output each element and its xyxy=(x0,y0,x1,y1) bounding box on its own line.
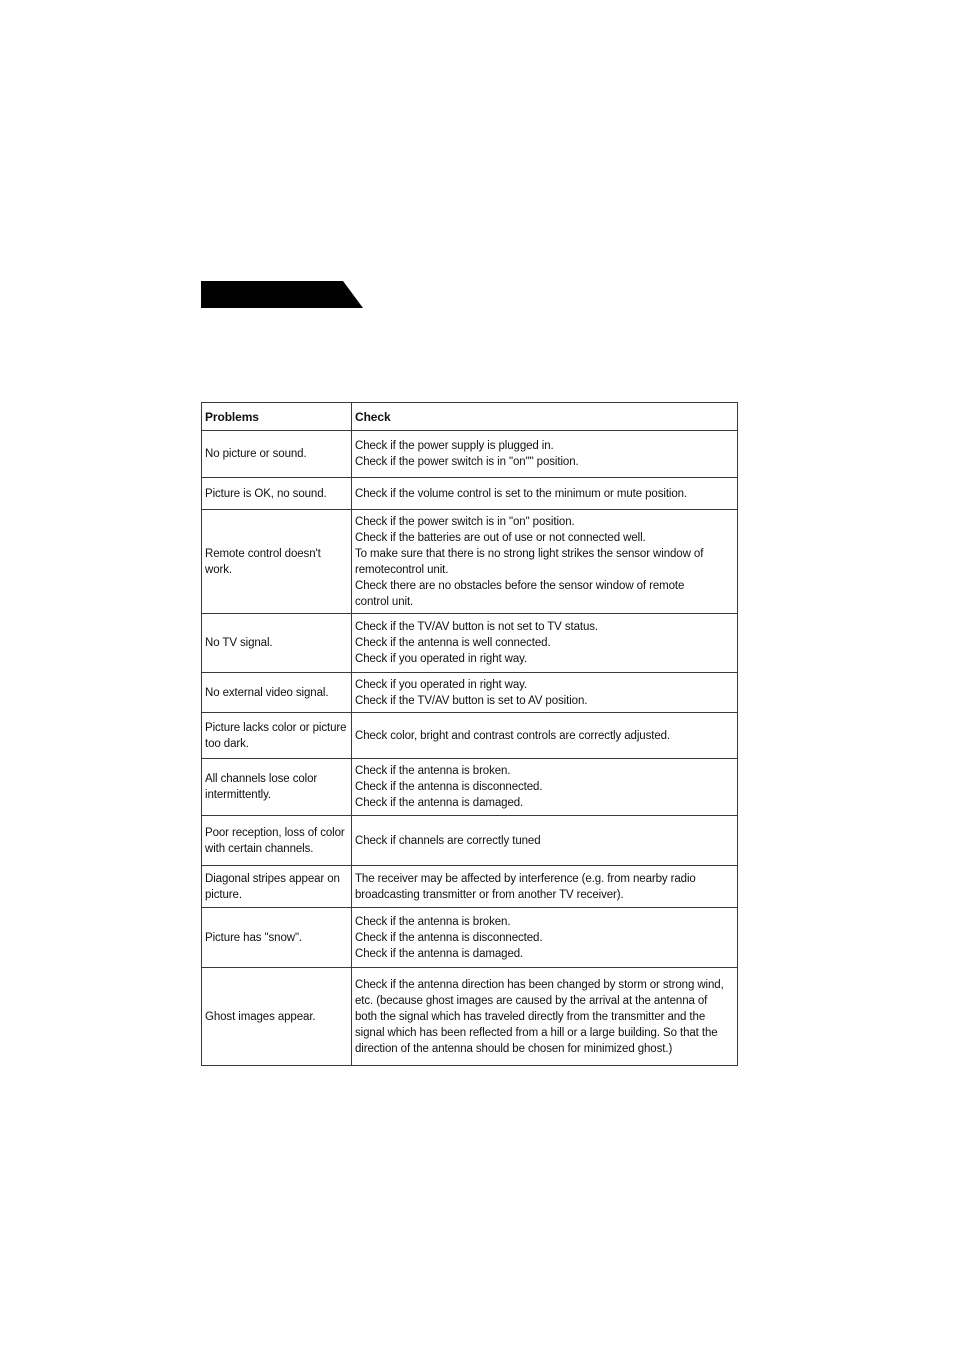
problem-line: Poor reception, loss of color xyxy=(205,826,345,839)
problem-cell xyxy=(202,908,352,968)
problem-line: Remote control doesn't xyxy=(205,547,321,560)
check-line: Check if the antenna is damaged. xyxy=(355,947,524,960)
section-tab-shape xyxy=(201,281,363,308)
check-line: etc. (because ghost images are caused by the arrival at the antenna of xyxy=(355,994,708,1007)
problem-cell xyxy=(202,759,352,816)
problem-line: No external video signal. xyxy=(205,686,329,699)
problem-cell xyxy=(202,510,352,614)
check-cell xyxy=(352,614,738,673)
check-line: signal which has been reflected from a hill or a large building. So that the xyxy=(355,1026,718,1039)
problem-line: Diagonal stripes appear on xyxy=(205,872,340,885)
problem-line: Picture is OK, no sound. xyxy=(205,487,327,500)
problem-cell xyxy=(202,673,352,713)
problem-line: Ghost images appear. xyxy=(205,1010,316,1023)
problem-cell xyxy=(202,431,352,478)
table-row xyxy=(202,816,738,866)
check-line: To make sure that there is no strong light strikes the sensor window of xyxy=(355,547,704,560)
check-line: broadcasting transmitter or from another TV receiver). xyxy=(355,888,624,901)
check-line: both the signal which has traveled directly from the transmitter and the xyxy=(355,1010,706,1023)
header-problems: Problems xyxy=(202,403,352,431)
problem-cell xyxy=(202,968,352,1066)
check-cell xyxy=(352,816,738,866)
problem-line: No TV signal. xyxy=(205,637,273,649)
check-line: remotecontrol unit. xyxy=(355,563,449,576)
section-header-tab xyxy=(201,281,363,308)
check-line: Check if the antenna is broken. xyxy=(355,915,511,928)
check-line: The receiver may be affected by interference (e.g. from nearby radio xyxy=(355,872,696,885)
check-line: Check if you operated in right way. xyxy=(355,678,528,691)
check-line: Check if the TV/AV button is set to AV position. xyxy=(355,694,588,707)
problem-line: Picture has "snow". xyxy=(205,931,303,944)
check-line: Check if the antenna direction has been changed by storm or strong wind, xyxy=(355,978,724,991)
check-line: Check if the TV/AV button is not set to TV status. xyxy=(355,621,599,633)
table-row xyxy=(202,713,738,759)
check-line: Check if channels are correctly tuned xyxy=(355,834,541,847)
check-line: Check if the power supply is plugged in. xyxy=(355,440,554,452)
check-cell xyxy=(352,431,738,478)
problem-line: too dark. xyxy=(205,737,249,750)
table-row xyxy=(202,759,738,816)
check-cell xyxy=(352,478,738,510)
table-row xyxy=(202,968,738,1066)
check-line: Check color, bright and contrast controls are correctly adjusted. xyxy=(355,729,671,742)
check-cell xyxy=(352,713,738,759)
check-line: Check if you operated in right way. xyxy=(355,653,528,665)
check-line: Check if the volume control is set to the minimum or mute position. xyxy=(355,487,688,500)
problem-cell xyxy=(202,816,352,866)
check-cell xyxy=(352,866,738,908)
problem-line: picture. xyxy=(205,888,242,901)
check-line: Check if the power switch is in "on" position. xyxy=(355,515,575,528)
table-row xyxy=(202,478,738,510)
check-line: Check if the antenna is broken. xyxy=(355,765,511,777)
check-line: Check if the batteries are out of use or not connected well. xyxy=(355,531,646,544)
check-line: control unit. xyxy=(355,595,414,608)
check-line: Check if the antenna is disconnected. xyxy=(355,931,543,944)
check-line: Check if the antenna is well connected. xyxy=(355,637,551,649)
problem-line: work. xyxy=(205,563,232,576)
problem-line: with certain channels. xyxy=(205,842,314,855)
table-row xyxy=(202,614,738,673)
table-row xyxy=(202,908,738,968)
table-row xyxy=(202,673,738,713)
check-line: Check if the antenna is damaged. xyxy=(355,797,524,809)
check-cell xyxy=(352,908,738,968)
check-cell xyxy=(352,510,738,614)
problem-line: Picture lacks color or picture xyxy=(205,721,347,734)
check-line: Check if the power switch is in "on"" position. xyxy=(355,456,579,468)
problem-cell xyxy=(202,713,352,759)
problem-cell xyxy=(202,614,352,673)
header-check: Check xyxy=(352,403,738,431)
problem-cell xyxy=(202,478,352,510)
check-cell xyxy=(352,968,738,1066)
problem-line: intermittently. xyxy=(205,789,272,801)
troubleshooting-table xyxy=(201,402,738,1066)
table-header-row xyxy=(202,403,738,431)
check-line: direction of the antenna should be chosen for minimized ghost.) xyxy=(355,1042,673,1055)
table-row xyxy=(202,510,738,614)
problem-line: All channels lose color xyxy=(205,773,318,785)
problem-cell xyxy=(202,866,352,908)
check-cell xyxy=(352,673,738,713)
check-line: Check there are no obstacles before the sensor window of remote xyxy=(355,579,685,592)
check-line: Check if the antenna is disconnected. xyxy=(355,781,543,793)
check-cell xyxy=(352,759,738,816)
problem-line: No picture or sound. xyxy=(205,448,307,460)
table-row xyxy=(202,866,738,908)
table-row xyxy=(202,431,738,478)
